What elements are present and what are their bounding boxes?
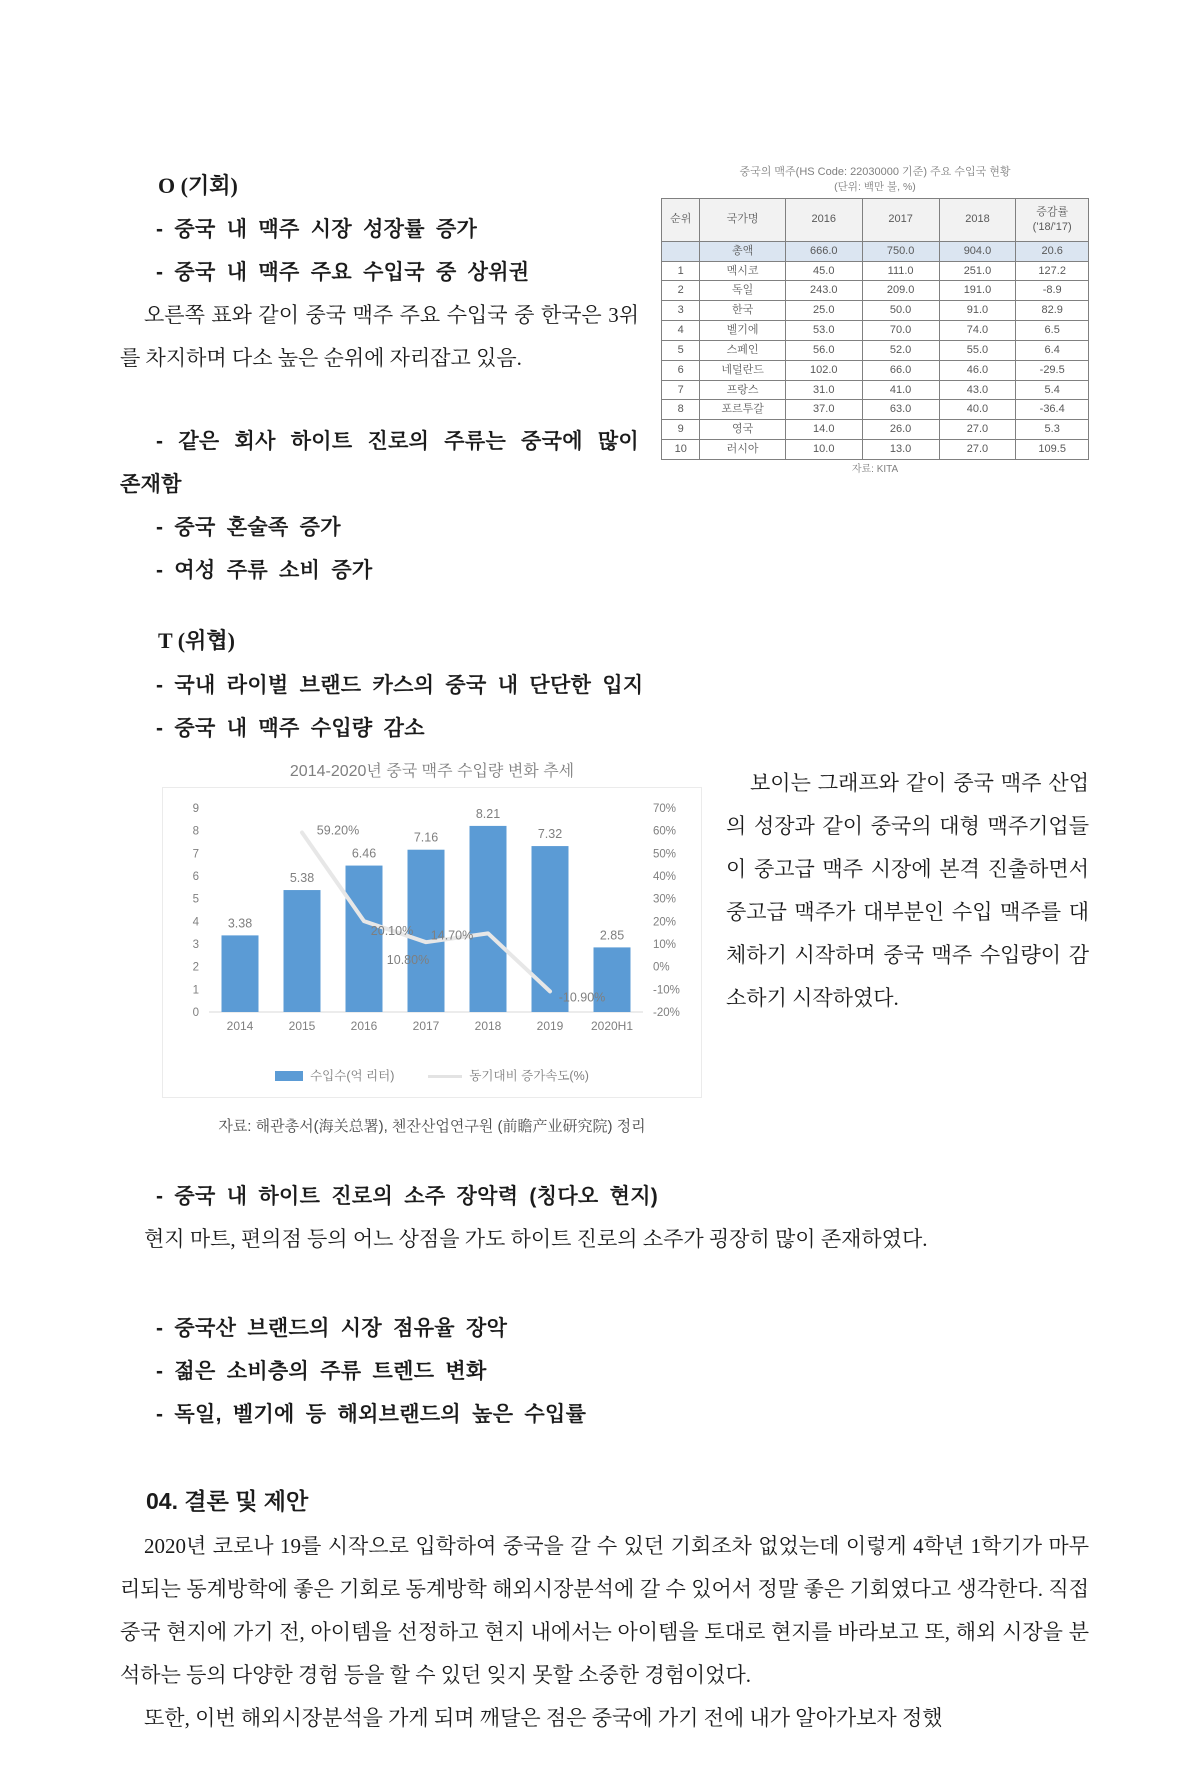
legend-line-swatch — [428, 1075, 462, 1078]
x-axis-label: 2020H1 — [590, 1019, 634, 1034]
threat-section — [120, 618, 1089, 1142]
table-total-row: 총액 666.0 750.0 904.0 20.6 — [662, 241, 1089, 261]
table-row: 1 멕시코 45.0 111.0 251.0 127.2 — [662, 261, 1089, 281]
bar-2018 — [470, 826, 507, 1012]
right-axis-tick: 20% — [653, 916, 677, 929]
soju-paragraph: 현지 마트, 편의점 등의 어느 상점을 가도 하이트 진로의 소주가 굉장히 많이 존재하였다. — [144, 1226, 928, 1251]
table-row: 6 네덜란드 102.0 66.0 46.0 -29.5 — [662, 360, 1089, 380]
x-axis-label: 2019 — [536, 1019, 564, 1034]
chart-legend — [165, 1064, 699, 1090]
bar-2015 — [284, 891, 321, 1013]
bullet-item: - 젊은 소비층의 주류 트렌드 변화 — [156, 1360, 487, 1384]
bullet-item: - 중국산 브랜드의 시장 점유율 장악 — [156, 1316, 508, 1340]
table-row: 2 독일 243.0 209.0 191.0 -8.9 — [662, 281, 1089, 301]
right-axis-tick: 10% — [653, 939, 677, 952]
legend-item-line — [428, 1064, 589, 1090]
legend-label: 동기대비 증가속도(%) — [469, 1068, 589, 1083]
legend-bar-swatch — [275, 1071, 303, 1081]
bullet-item: - 중국 내 하이트 진로의 소주 장악력 (칭다오 현지) — [156, 1184, 659, 1208]
right-axis-tick: 30% — [653, 894, 677, 907]
bullet-item: - 중국 내 맥주 주요 수입국 중 상위권 — [156, 261, 530, 285]
bullet-item: - 같은 회사 하이트 진로의 주류는 중국에 많이 존재함 — [120, 430, 639, 497]
line-value-label: 20.10% — [370, 924, 414, 939]
chart-row — [120, 762, 1089, 1143]
x-axis-label: 2018 — [474, 1019, 502, 1034]
import-table — [661, 198, 1089, 460]
chart-commentary: 보이는 그래프와 같이 중국 맥주 산업의 성장과 같이 중국의 대형 맥주기업들이 중고급 맥주 시장에 본격 진출하면서 중고급 맥주가 대부분인 수입 맥주를 대체하기 시작하며 중국 맥주 수입량이 감소하기 시작하였다. — [726, 770, 1089, 1010]
chart-source: 자료: 해관총서(海关总署), 첸잔산업연구원 (前瞻产业研究院) 정리 — [218, 1118, 646, 1136]
import-volume-chart — [165, 794, 699, 1046]
left-axis-tick: 1 — [192, 984, 199, 997]
x-axis-label: 2016 — [350, 1019, 378, 1034]
left-axis-tick: 0 — [192, 1007, 199, 1020]
left-axis-tick: 6 — [192, 871, 199, 884]
bar-value-label: 2.85 — [599, 928, 625, 943]
right-axis-tick: 70% — [653, 803, 677, 816]
table-row: 7 프랑스 31.0 41.0 43.0 5.4 — [662, 380, 1089, 400]
bar-value-label: 7.32 — [537, 827, 563, 842]
table-row: 4 벨기에 53.0 70.0 74.0 6.5 — [662, 321, 1089, 341]
bullet-item: - 중국 혼술족 증가 — [156, 516, 341, 540]
legend-item-bar — [275, 1064, 394, 1090]
bar-value-label: 6.46 — [351, 847, 377, 862]
right-axis-tick: 60% — [653, 826, 677, 839]
right-axis-tick: -10% — [653, 984, 680, 997]
right-axis-tick: 0% — [653, 962, 670, 975]
bullet-item: - 국내 라이벌 브랜드 카스의 중국 내 단단한 입지 — [156, 673, 644, 697]
legend-label: 수입수(억 리터) — [310, 1068, 395, 1083]
conclusion-heading: 04. 결론 및 제안 — [146, 1488, 309, 1515]
x-axis-label: 2017 — [412, 1019, 440, 1034]
table-row: 8 포르투갈 37.0 63.0 40.0 -36.4 — [662, 400, 1089, 420]
import-table-figure — [661, 165, 1089, 476]
bullet-item: - 중국 내 맥주 시장 성장률 증가 — [156, 218, 478, 242]
conclusion-section — [120, 1478, 1089, 1740]
left-axis-tick: 2 — [192, 962, 199, 975]
table-source: 자료: KITA — [851, 463, 899, 475]
chart-title: 2014-2020년 중국 맥주 수입량 변화 추세 — [289, 762, 575, 780]
left-axis-tick: 3 — [192, 939, 199, 952]
left-axis-tick: 4 — [192, 916, 199, 929]
chart-figure — [162, 762, 702, 1143]
left-axis-tick: 9 — [192, 803, 199, 816]
table-row: 9 영국 14.0 26.0 27.0 5.3 — [662, 420, 1089, 440]
table-header-row: 순위 국가명 2016 2017 2018 증감률('18/'17) — [662, 199, 1089, 242]
opportunity-heading: O (기회) — [158, 173, 238, 198]
right-axis-tick: 50% — [653, 848, 677, 861]
bullet-item: - 독일, 벨기에 등 해외브랜드의 높은 수입률 — [156, 1403, 587, 1427]
left-axis-tick: 8 — [192, 826, 199, 839]
soju-section — [120, 1175, 1089, 1436]
opportunity-section — [120, 163, 1089, 592]
x-axis-label: 2014 — [226, 1019, 254, 1034]
conclusion-paragraph-2: 또한, 이번 해외시장분석을 가게 되며 깨달은 점은 중국에 가기 전에 내가 알아가보자 정했 — [144, 1706, 943, 1731]
bar-2014 — [222, 936, 259, 1013]
bullet-item: - 중국 내 맥주 수입량 감소 — [156, 716, 425, 740]
table-row: 5 스페인 56.0 52.0 55.0 6.4 — [662, 340, 1089, 360]
line-value-label: 10.80% — [386, 953, 430, 968]
bar-2019 — [532, 847, 569, 1013]
right-axis-tick: -20% — [653, 1007, 680, 1020]
import-table-title: 중국의 맥주(HS Code: 22030000 기준) 주요 수입국 현황 — [739, 166, 1011, 178]
table-row: 3 한국 25.0 50.0 91.0 82.9 — [662, 301, 1089, 321]
opportunity-paragraph: 오른쪽 표와 같이 중국 맥주 주요 수입국 중 한국은 3위를 차지하며 다소 높은 순위에 자리잡고 있음. — [120, 303, 639, 371]
bar-value-label: 8.21 — [475, 807, 501, 822]
bar-2016 — [346, 866, 383, 1012]
x-axis-label: 2015 — [288, 1019, 316, 1034]
left-axis-tick: 5 — [192, 894, 199, 907]
bar-value-label: 5.38 — [289, 871, 315, 886]
right-axis-tick: 40% — [653, 871, 677, 884]
line-value-label: 59.20% — [316, 823, 360, 838]
left-axis-tick: 7 — [192, 848, 199, 861]
line-value-label: -10.90% — [558, 990, 606, 1005]
line-value-label: 14.70% — [430, 928, 474, 943]
table-row: 10 러시아 10.0 13.0 27.0 109.5 — [662, 440, 1089, 460]
bar-value-label: 3.38 — [227, 916, 253, 931]
bullet-item: - 여성 주류 소비 증가 — [156, 559, 373, 583]
bar-value-label: 7.16 — [413, 831, 439, 846]
conclusion-paragraph-1: 2020년 코로나 19를 시작으로 입학하여 중국을 갈 수 있던 기회조차 없었는데 이렇게 4학년 1학기가 마무리되는 동계방학에 좋은 기회로 동계방학 해외시장분석에 갈 수 있어서 정말 좋은 기회였다고 생각한다. 직접 중국 현지에 가기 전, 아이템을 선정하고 현지 내에서는 아이템을 토대로 현지를 바라보고 또, 해외 시장을 분석하는 등의 다양한 경험 등을 할 수 있던 잊지 못할 소중한 경험이었다. — [120, 1534, 1089, 1688]
chart-panel — [162, 787, 702, 1098]
threat-heading: T (위협) — [158, 628, 235, 654]
import-table-unit: (단위: 백만 불, %) — [834, 180, 916, 193]
